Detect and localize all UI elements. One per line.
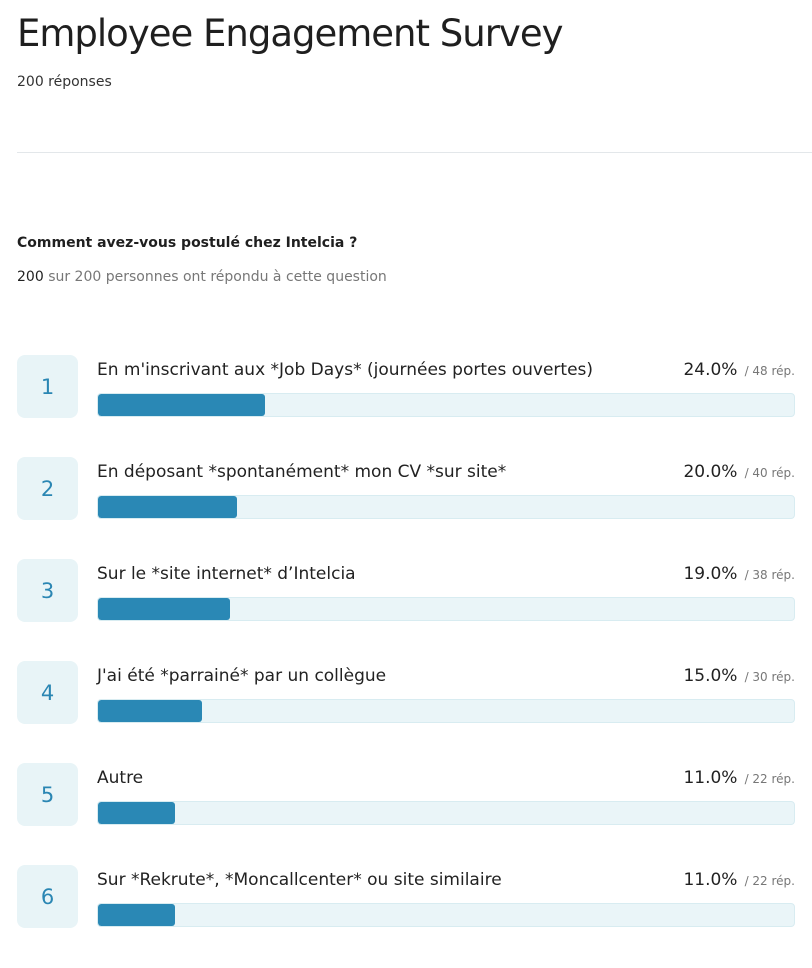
answer-row	[17, 457, 795, 521]
answer-percent: 24.0%	[683, 360, 738, 380]
answer-stats	[683, 360, 795, 380]
answer-stats	[683, 768, 795, 788]
rank-badge: 2	[17, 457, 78, 520]
bar-fill	[98, 394, 265, 416]
rank-badge: 4	[17, 661, 78, 724]
rank-badge: 1	[17, 355, 78, 418]
answer-percent: 20.0%	[683, 462, 738, 482]
answer-percent: 19.0%	[683, 564, 738, 584]
answer-count: / 48 rép.	[744, 364, 795, 378]
answer-count: / 22 rép.	[744, 874, 795, 888]
bar-fill	[98, 802, 175, 824]
answered-summary	[17, 269, 387, 285]
answer-row	[17, 763, 795, 827]
bar-track	[97, 699, 795, 723]
answer-label: J'ai été *parrainé* par un collègue	[97, 666, 387, 686]
answer-row	[17, 661, 795, 725]
answer-row	[17, 559, 795, 623]
answer-percent: 11.0%	[683, 870, 738, 890]
bar-track	[97, 597, 795, 621]
bar-fill	[98, 496, 237, 518]
divider	[17, 152, 812, 153]
response-count: 200 réponses	[17, 74, 112, 90]
answer-label: Sur le *site internet* d’Intelcia	[97, 564, 356, 584]
answer-label: Autre	[97, 768, 144, 788]
answer-row	[17, 865, 795, 929]
bar-track	[97, 801, 795, 825]
answered-count: 200	[17, 269, 44, 285]
bar-track	[97, 903, 795, 927]
answer-count: / 30 rép.	[744, 670, 795, 684]
answer-count: / 40 rép.	[744, 466, 795, 480]
bar-track	[97, 495, 795, 519]
answered-suffix: sur 200 personnes ont répondu à cette question	[48, 269, 387, 285]
answer-row	[17, 355, 795, 419]
page-title: Employee Engagement Survey	[17, 12, 563, 55]
answer-label: En m'inscrivant aux *Job Days* (journées portes ouvertes)	[97, 360, 594, 380]
question-title: Comment avez-vous postulé chez Intelcia ?	[17, 235, 358, 251]
answer-stats	[683, 462, 795, 482]
rank-badge: 6	[17, 865, 78, 928]
bar-track	[97, 393, 795, 417]
answer-label: Sur *Rekrute*, *Moncallcenter* ou site similaire	[97, 870, 502, 890]
rank-badge: 3	[17, 559, 78, 622]
bar-fill	[98, 904, 175, 926]
answer-percent: 11.0%	[683, 768, 738, 788]
answer-stats	[683, 870, 795, 890]
answer-label: En déposant *spontanément* mon CV *sur site*	[97, 462, 507, 482]
answer-count: / 22 rép.	[744, 772, 795, 786]
answer-count: / 38 rép.	[744, 568, 795, 582]
answer-percent: 15.0%	[683, 666, 738, 686]
answer-stats	[683, 666, 795, 686]
rank-badge: 5	[17, 763, 78, 826]
answer-stats	[683, 564, 795, 584]
bar-fill	[98, 700, 202, 722]
bar-fill	[98, 598, 230, 620]
